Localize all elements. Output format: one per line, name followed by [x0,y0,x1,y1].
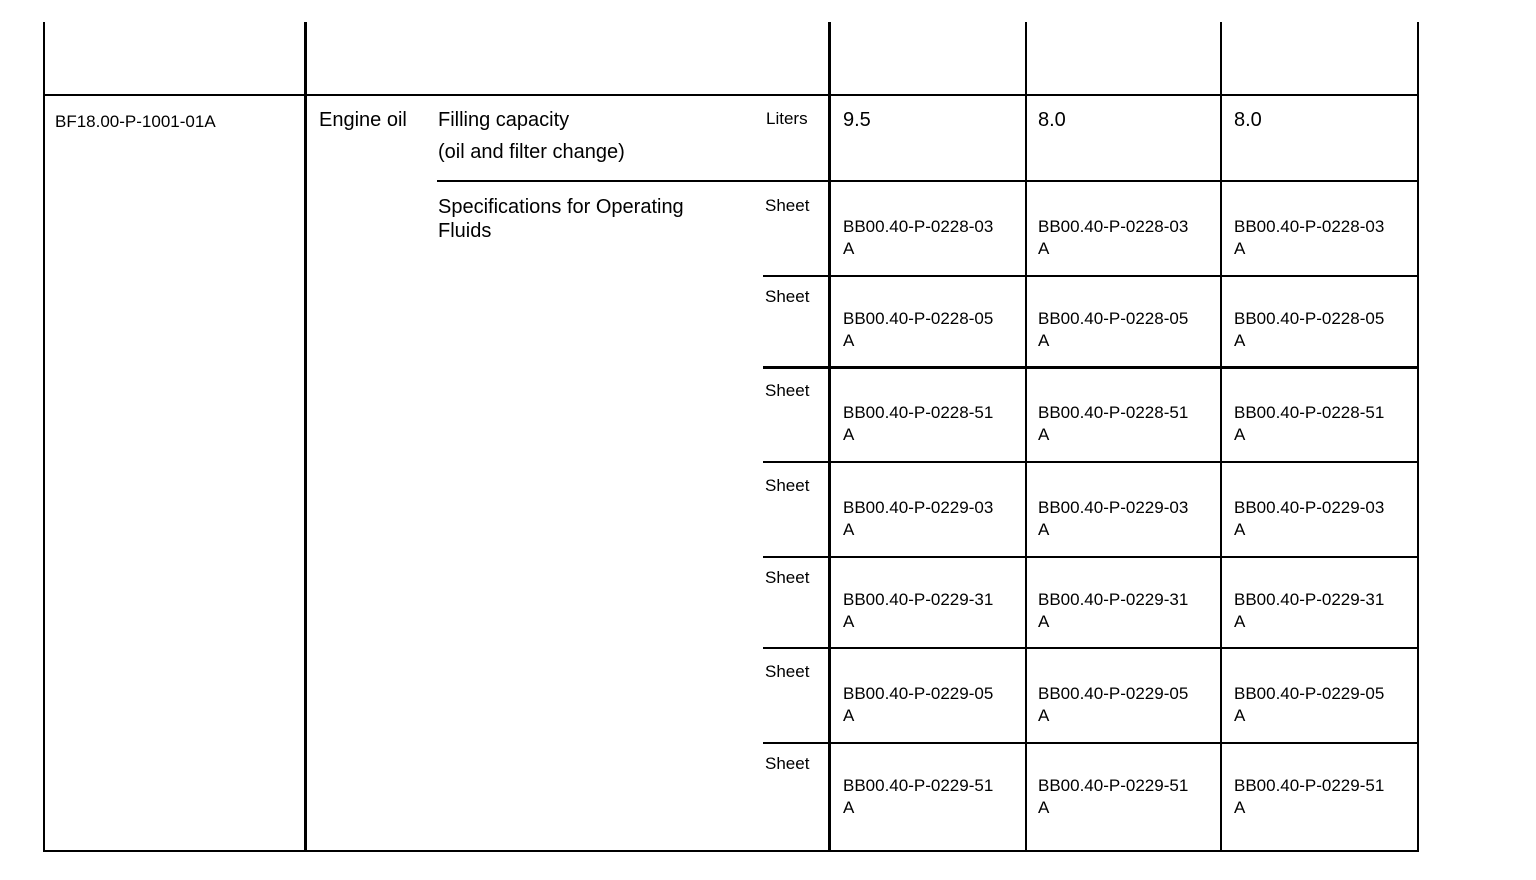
specifications-label [438,195,684,243]
document-id: BF18.00-P-1001-01A [55,112,216,131]
sheet-unit-1: Sheet [765,196,810,215]
sheet-unit-7: Sheet [765,754,810,773]
sheet-ref-7-2: BB00.40-P-0229-51 A [1038,776,1189,817]
sheet-ref-5-2: BB00.40-P-0229-31 A [1038,590,1189,631]
sheet-ref-1-2: BB00.40-P-0228-03 A [1038,217,1189,258]
row-divider-filling [437,180,1419,182]
col-divider-unit [828,22,831,852]
row-divider-spec-1 [763,275,1419,277]
row-divider-spec-3 [763,461,1419,463]
row-divider-spec-2 [763,366,1419,369]
col-divider-v1 [1025,22,1027,852]
sheet-ref-6-2: BB00.40-P-0229-05 A [1038,684,1189,725]
sheet-unit-4: Sheet [765,476,810,495]
row-divider-spec-5 [763,647,1419,649]
sheet-unit-5: Sheet [765,568,810,587]
sheet-ref-3-3: BB00.40-P-0228-51 A [1234,403,1385,444]
filling-unit: Liters [766,109,808,128]
sheet-ref-6-1: BB00.40-P-0229-05 A [843,684,994,725]
sheet-ref-3-1: BB00.40-P-0228-51 A [843,403,994,444]
row-divider-top [43,94,1419,96]
specifications-line1: Specifications for Operating [438,196,684,218]
bottom-border [43,850,1419,852]
sheet-ref-5-1: BB00.40-P-0229-31 A [843,590,994,631]
filling-capacity-label [438,104,625,168]
sheet-ref-5-3: BB00.40-P-0229-31 A [1234,590,1385,631]
filling-value-2: 8.0 [1038,109,1066,131]
sheet-ref-1-1: BB00.40-P-0228-03 A [843,217,994,258]
col-divider-v2 [1220,22,1222,852]
filling-capacity-line2: (oil and filter change) [438,141,625,163]
category-label: Engine oil [319,109,407,131]
sheet-ref-7-3: BB00.40-P-0229-51 A [1234,776,1385,817]
filling-value-3: 8.0 [1234,109,1262,131]
sheet-ref-6-3: BB00.40-P-0229-05 A [1234,684,1385,725]
sheet-unit-2: Sheet [765,287,810,306]
sheet-ref-2-3: BB00.40-P-0228-05 A [1234,309,1385,350]
row-divider-spec-6 [763,742,1419,744]
filling-capacity-line1: Filling capacity [438,109,570,131]
filling-value-1: 9.5 [843,109,871,131]
specifications-line2: Fluids [438,220,492,242]
sheet-ref-2-2: BB00.40-P-0228-05 A [1038,309,1189,350]
sheet-ref-4-1: BB00.40-P-0229-03 A [843,498,994,539]
sheet-ref-1-3: BB00.40-P-0228-03 A [1234,217,1385,258]
sheet-unit-3: Sheet [765,381,810,400]
sheet-ref-7-1: BB00.40-P-0229-51 A [843,776,994,817]
right-border [1417,22,1419,852]
sheet-ref-4-3: BB00.40-P-0229-03 A [1234,498,1385,539]
col-divider-1 [304,22,307,852]
sheet-ref-4-2: BB00.40-P-0229-03 A [1038,498,1189,539]
left-border [43,22,45,852]
sheet-ref-3-2: BB00.40-P-0228-51 A [1038,403,1189,444]
row-divider-spec-4 [763,556,1419,558]
sheet-unit-6: Sheet [765,662,810,681]
sheet-ref-2-1: BB00.40-P-0228-05 A [843,309,994,350]
